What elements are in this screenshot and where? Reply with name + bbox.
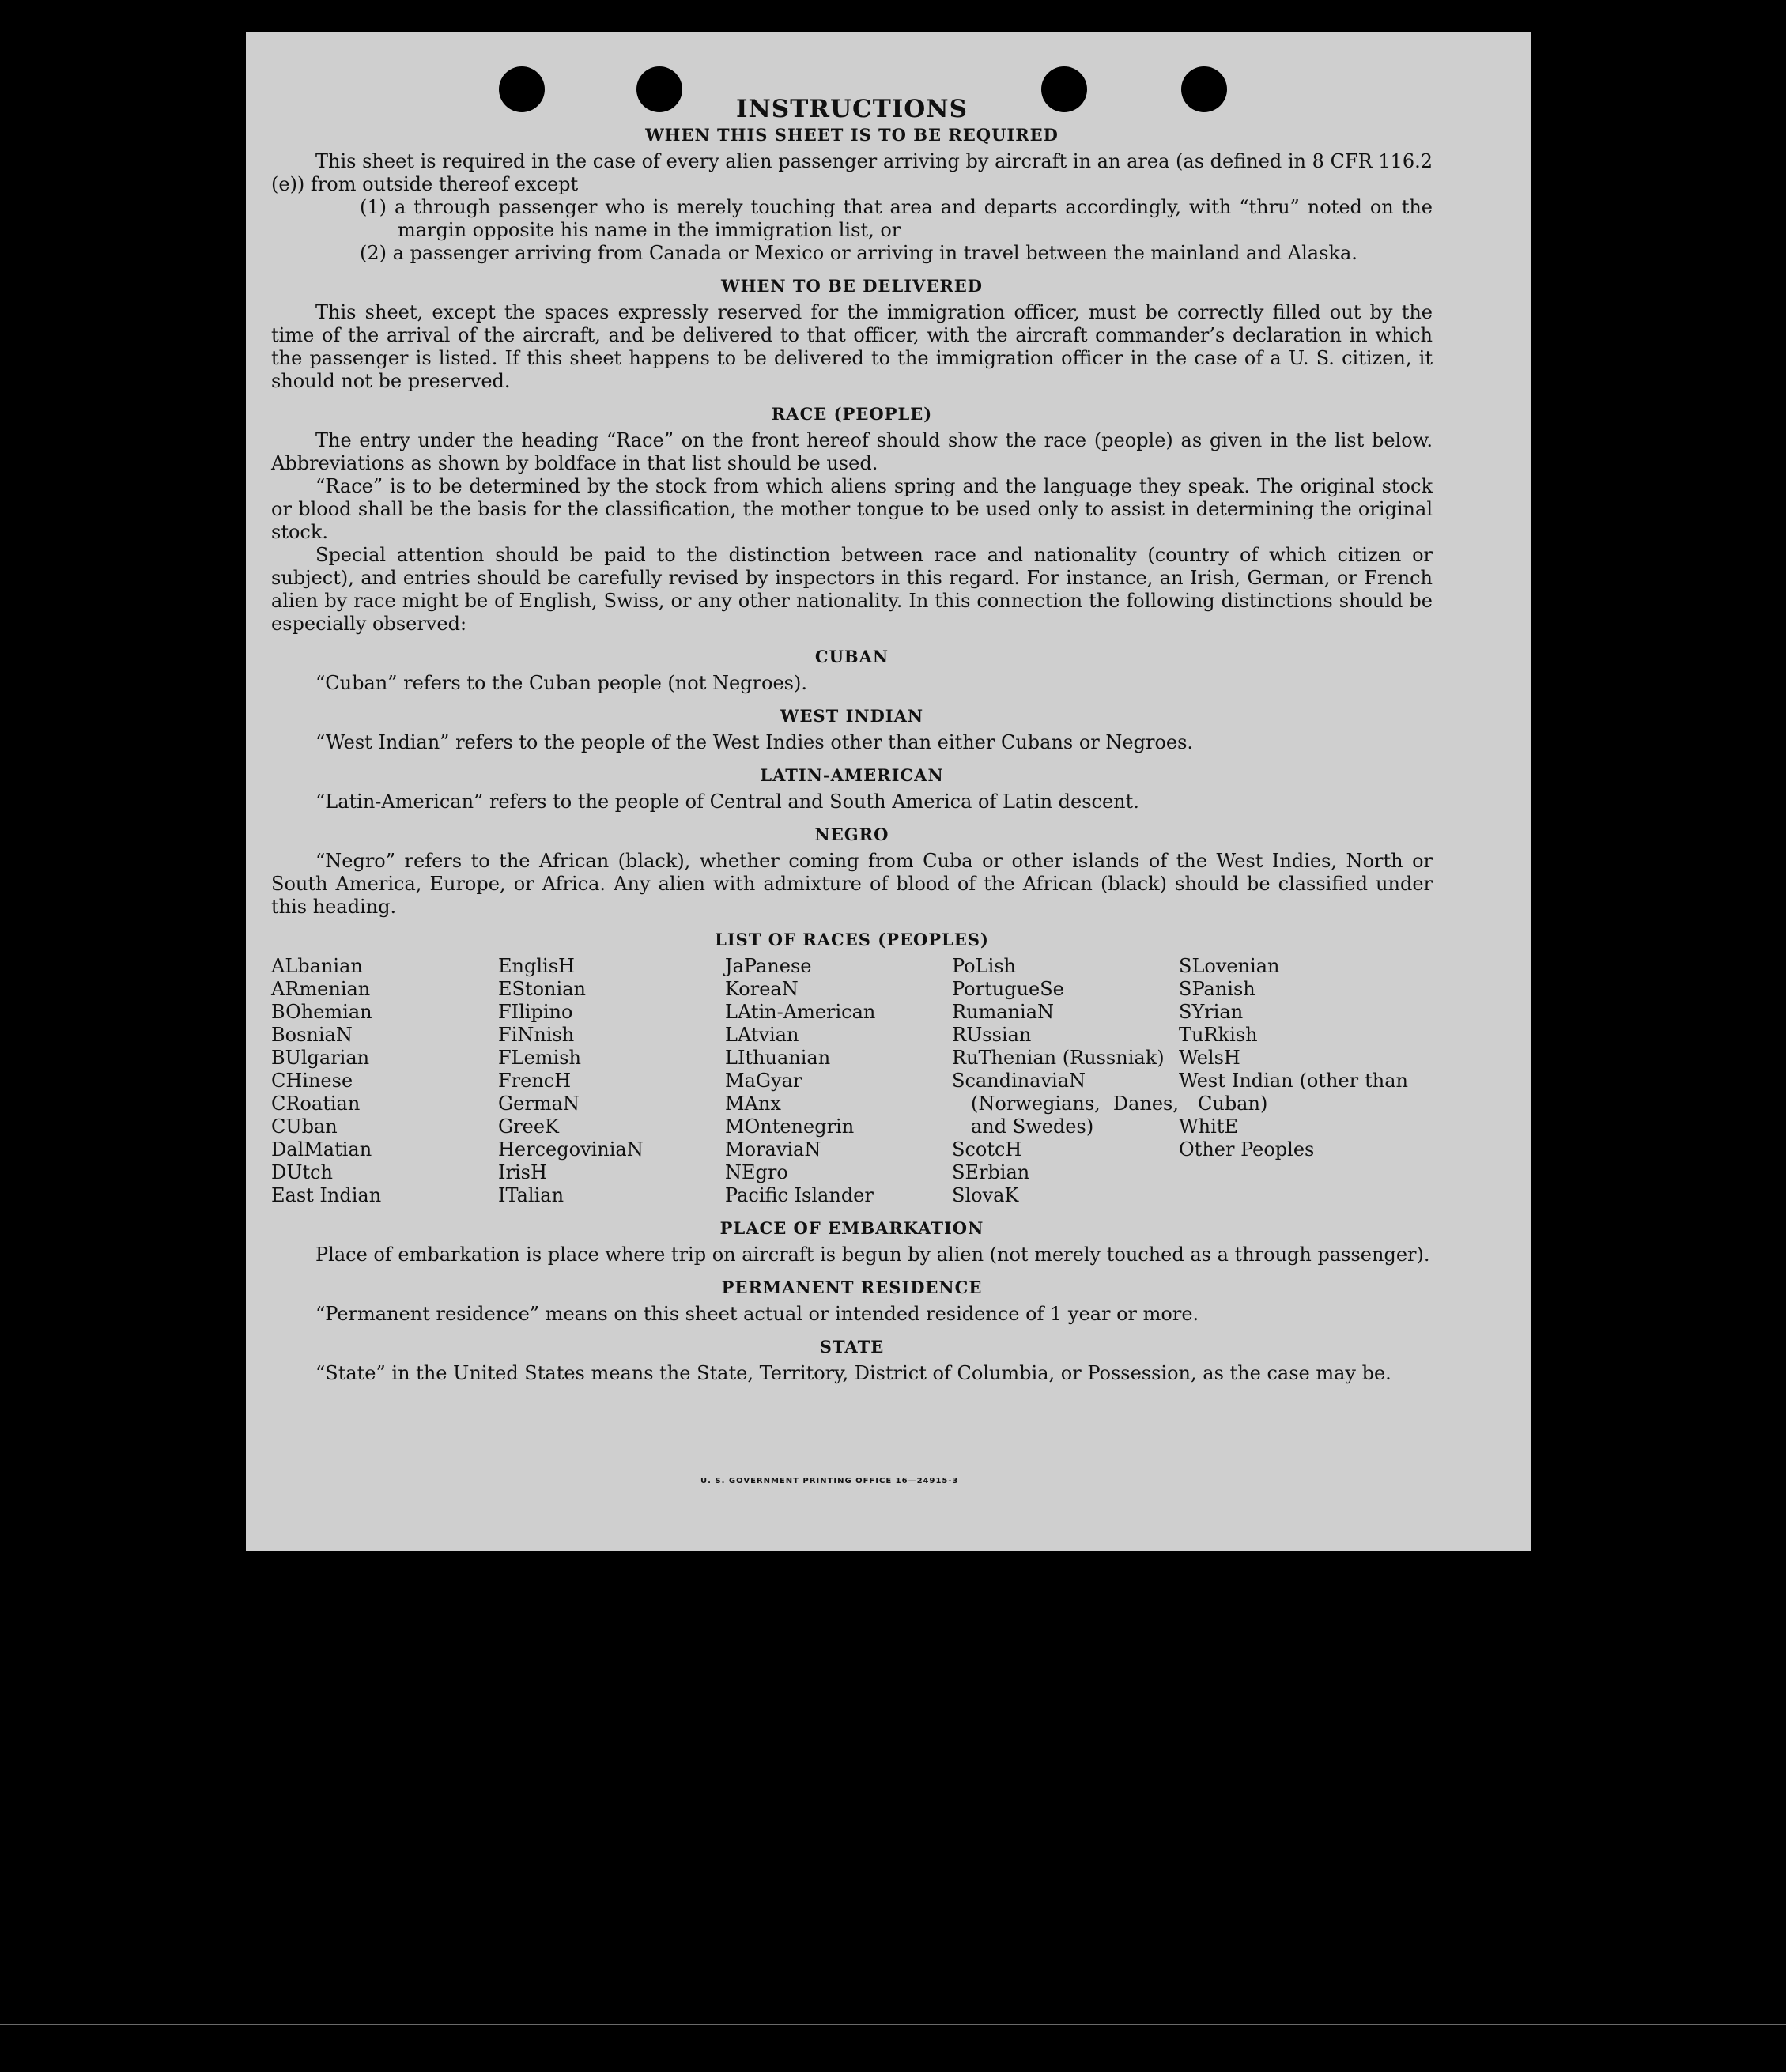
race-item: SLovenian [1179,955,1280,977]
race-item: CHinese [271,1070,353,1092]
race-item: CRoatian [271,1093,361,1115]
race-item: NEgro [725,1161,788,1183]
race-item: FLemish [498,1047,581,1069]
race-item: MOntenegrin [725,1115,855,1138]
instructions-content [271,93,1433,1385]
race-item: ScotcH [952,1138,1022,1161]
race-column [498,955,725,1207]
race-item: MaGyar [725,1070,802,1092]
race-item: West Indian (other than Cuban) [1179,1070,1408,1115]
section-heading: RACE (PEOPLE) [771,404,933,424]
race-column [725,955,952,1207]
race-column [271,955,498,1207]
race-item: RUssian [952,1024,1032,1046]
section-body: “State” in the United States means the State, Territory, District of Columbia, or Possession, as the case may be. [315,1362,1391,1384]
race-item: DUtch [271,1161,334,1183]
section-heading: WHEN TO BE DELIVERED [720,276,983,296]
race-item: East Indian [271,1184,382,1206]
race-column [1179,955,1408,1207]
race-item: WelsH [1179,1047,1240,1069]
printer-imprint: U. S. GOVERNMENT PRINTING OFFICE 16—24915-3 [700,1477,959,1485]
race-item: LAtin-American [725,1001,876,1023]
race-item: FIlipino [498,1001,573,1023]
section-body: “Latin-American” refers to the people of Central and South America of Latin descent. [315,791,1139,813]
section-body: Place of embarkation is place where trip on aircraft is begun by alien (not merely touched as a through passenger). [315,1244,1430,1266]
race-item: RumaniaN [952,1001,1055,1023]
race-item: ARmenian [271,978,371,1000]
section-heading: WEST INDIAN [780,706,924,726]
race-item: PoLish [952,955,1017,977]
section-body: “Negro” refers to the African (black), whether coming from Cuba or other islands of the West Indies, North or South America, Europe, or Africa. Any alien with admixture of blood of the African (black) should be classified under this heading. [271,850,1433,918]
section-heading: STATE [819,1337,885,1357]
page-title: INSTRUCTIONS [735,95,969,123]
race-item: LAtvian [725,1024,799,1046]
race-item: CUban [271,1115,338,1138]
section-heading: PLACE OF EMBARKATION [719,1218,984,1238]
race-item: LIthuanian [725,1047,831,1069]
race-item: Pacific Islander [725,1184,874,1206]
section-body: “Permanent residence” means on this sheet actual or intended residence of 1 year or more. [315,1303,1199,1325]
race-item: TuRkish [1179,1024,1258,1046]
section-body: “West Indian” refers to the people of the West Indies other than either Cubans or Negroes. [315,731,1194,753]
race-item: RuThenian (Russniak) [952,1047,1165,1069]
race-item: GermaN [498,1093,580,1115]
list-item: (2) a passenger arriving from Canada or Mexico or arriving in travel between the mainland and Alaska. [360,242,1357,264]
race-item: FiNnish [498,1024,575,1046]
race-item: ALbanian [271,955,363,977]
section-body: “Race” is to be determined by the stock from which aliens spring and the language they speak. The original stock or blood shall be the basis for the classification, the mother tongue to be used only to assist in determining the original stock. [271,475,1433,543]
race-item: EStonian [498,978,586,1000]
race-item: FrencH [498,1070,572,1092]
document-sheet [246,32,1531,1551]
race-item: HercegoviniaN [498,1138,644,1161]
section-body: The entry under the heading “Race” on the front hereof should show the race (people) as given in the list below. Abbreviations as shown by boldface in that list should be used. [271,429,1433,474]
race-item: SYrian [1179,1001,1244,1023]
race-item: BUlgarian [271,1047,370,1069]
race-item: DalMatian [271,1138,372,1161]
race-item: MoraviaN [725,1138,821,1161]
race-item: SPanish [1179,978,1255,1000]
section-heading: WHEN THIS SHEET IS TO BE REQUIRED [645,125,1059,145]
section-heading: NEGRO [814,825,889,844]
section-heading: LATIN-AMERICAN [760,765,944,785]
race-item: ITalian [498,1184,564,1206]
race-item: MAnx [725,1093,781,1115]
film-edge-line [0,2024,1786,2025]
race-item: WhitE [1179,1115,1238,1138]
list-item: (1) a through passenger who is merely touching that area and departs accordingly, with “thru” noted on the margin opposite his name in the immigration list, or [360,196,1433,241]
race-item: GreeK [498,1115,559,1138]
section-heading: PERMANENT RESIDENCE [721,1278,983,1297]
section-body: “Cuban” refers to the Cuban people (not Negroes). [315,672,807,694]
race-item: EnglisH [498,955,575,977]
section-body: Special attention should be paid to the distinction between race and nationality (country of which citizen or subject), and entries should be carefully revised by inspectors in this regard. For instance, an Irish, German, or French alien by race might be of English, Swiss, or any other nationality. In this connection the following distinctions should be especially observed: [271,544,1433,635]
section-heading: CUBAN [814,647,889,666]
race-item: Other Peoples [1179,1138,1315,1161]
race-list [271,955,1433,1207]
race-item: PortugueSe [952,978,1064,1000]
section-heading: LIST OF RACES (PEOPLES) [715,930,989,949]
section-body: This sheet, except the spaces expressly reserved for the immigration officer, must be correctly filled out by the time of the arrival of the aircraft, and be delivered to that officer, with the aircraft commander’s declaration in which the passenger is listed. If this sheet happens to be delivered to the immigration officer in the case of a U. S. citizen, it should not be preserved. [271,301,1433,392]
section-body: This sheet is required in the case of every alien passenger arriving by aircraft in an area (as defined in 8 CFR 116.2 (e)) from outside thereof except [271,150,1433,195]
race-item: ScandinaviaN (Norwegians, Danes, and Swedes) [952,1070,1179,1138]
race-item: IrisH [498,1161,547,1183]
race-item: BosniaN [271,1024,353,1046]
race-item: SlovaK [952,1184,1019,1206]
race-item: SErbian [952,1161,1030,1183]
race-column [952,955,1179,1207]
race-item: KoreaN [725,978,799,1000]
race-item: JaPanese [725,955,812,977]
race-item: BOhemian [271,1001,372,1023]
